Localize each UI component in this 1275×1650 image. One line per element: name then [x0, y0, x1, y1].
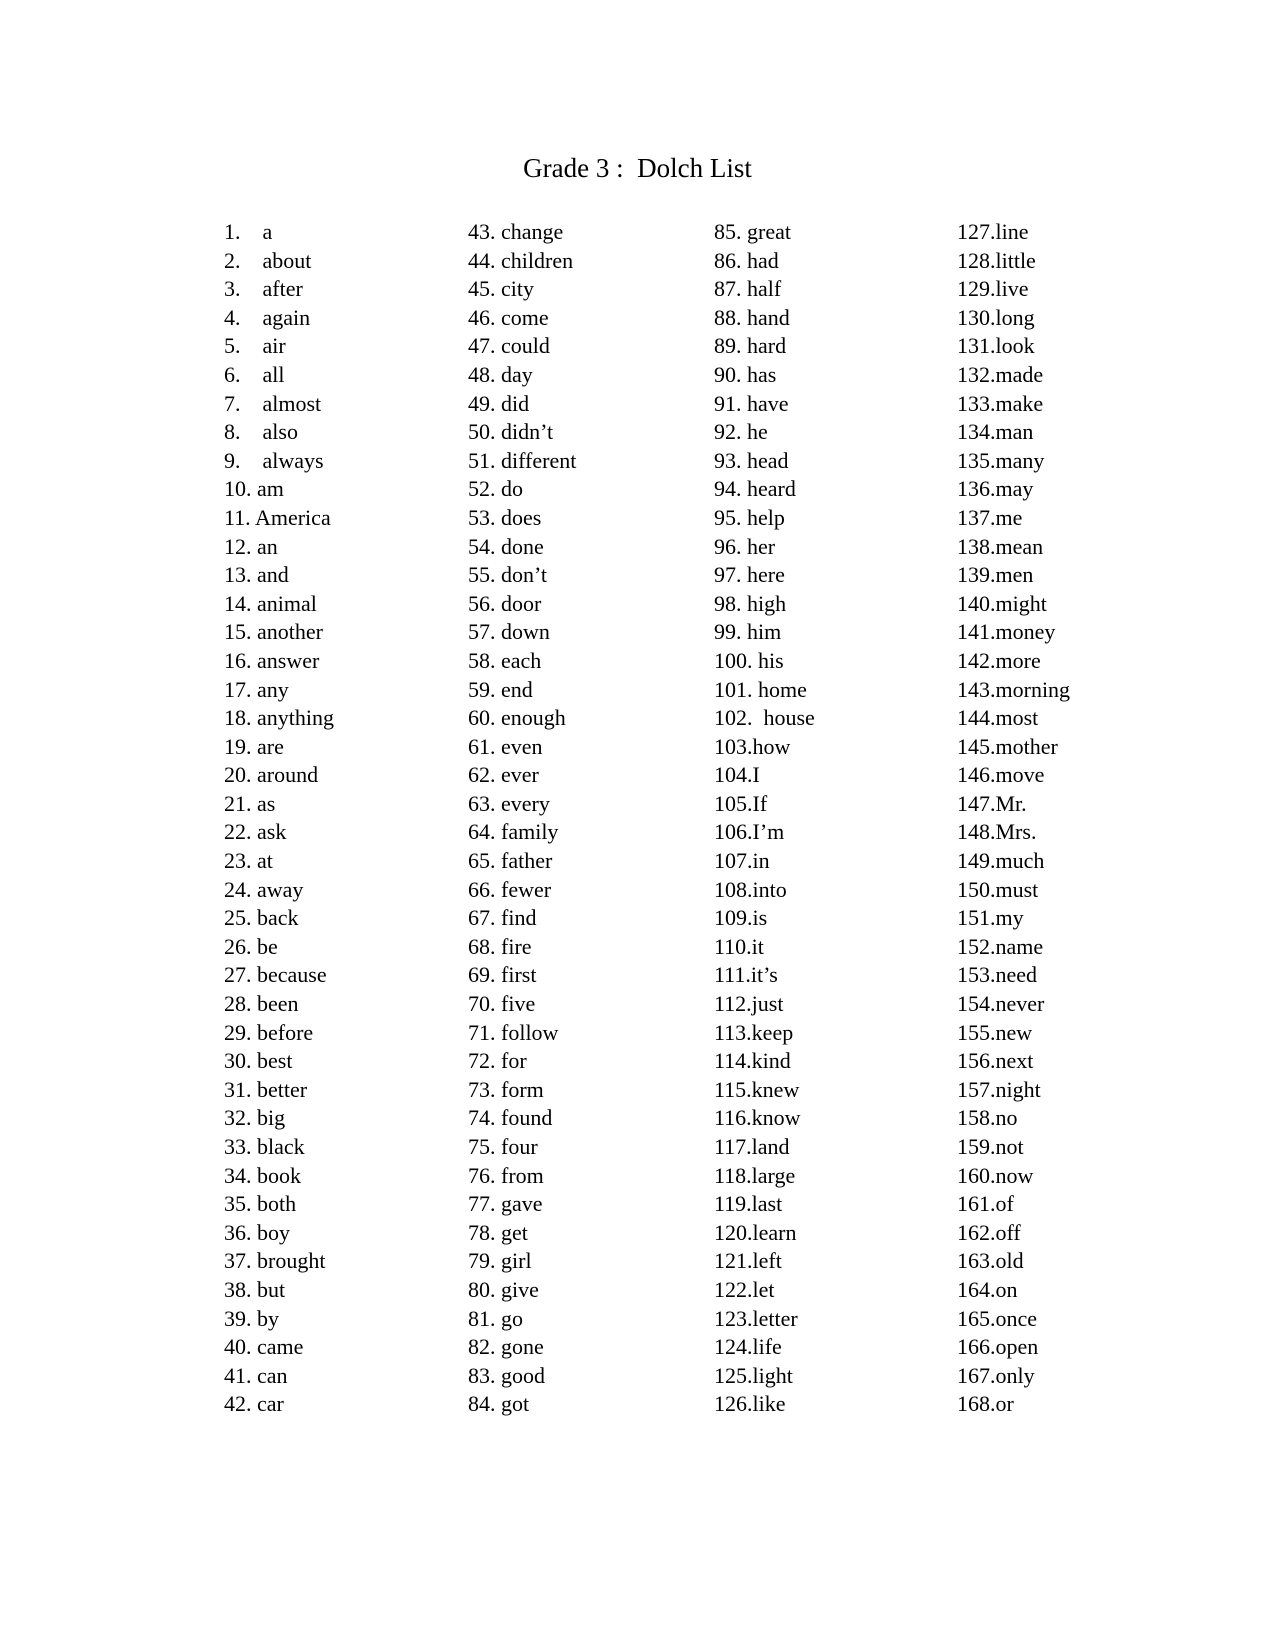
list-item: 134.man: [957, 419, 1034, 445]
list-item: 161.of: [957, 1191, 1014, 1217]
list-item: 91. have: [714, 390, 789, 416]
list-item: 42. car: [224, 1391, 284, 1417]
list-item: 82. gone: [468, 1334, 544, 1360]
list-item: 114.kind: [714, 1048, 791, 1074]
list-item: 105.If: [714, 790, 768, 816]
list-item: 49. did: [468, 390, 530, 416]
list-item: 99. him: [714, 619, 782, 645]
list-item: 126.like: [714, 1391, 786, 1417]
list-item: 138.mean: [957, 533, 1044, 559]
list-item: 56. door: [468, 590, 542, 616]
list-item: 148.Mrs.: [957, 819, 1037, 845]
list-item: 13. and: [224, 562, 289, 588]
list-item: 146.move: [957, 762, 1045, 788]
list-item: 73. form: [468, 1076, 544, 1102]
list-item: 70. five: [468, 991, 536, 1017]
list-item: 97. here: [714, 562, 785, 588]
list-item: 125.light: [714, 1362, 793, 1388]
list-item: 19. are: [224, 733, 284, 759]
list-item: 104.I: [714, 762, 760, 788]
list-item: 53. does: [468, 504, 542, 530]
list-item: 111.it’s: [714, 962, 778, 988]
list-item: 9. always: [224, 447, 324, 473]
list-item: 78. get: [468, 1219, 528, 1245]
page-title: Grade 3 : Dolch List: [523, 153, 752, 183]
list-item: 29. before: [224, 1019, 314, 1045]
list-item: 167.only: [957, 1362, 1035, 1388]
list-item: 64. family: [468, 819, 559, 845]
list-item: 132.made: [957, 361, 1044, 387]
list-item: 50. didn’t: [468, 419, 554, 445]
list-item: 160.now: [957, 1162, 1034, 1188]
list-item: 35. both: [224, 1191, 297, 1217]
list-item: 54. done: [468, 533, 544, 559]
list-item: 144.most: [957, 705, 1039, 731]
list-item: 115.knew: [714, 1076, 800, 1102]
list-item: 113.keep: [714, 1019, 794, 1045]
list-item: 95. help: [714, 504, 785, 530]
list-item: 28. been: [224, 991, 299, 1017]
list-item: 147.Mr.: [957, 790, 1027, 816]
word-list-column-2: [468, 218, 576, 1419]
list-item: 14. animal: [224, 590, 317, 616]
list-item: 93. head: [714, 447, 789, 473]
list-item: 81. go: [468, 1305, 523, 1331]
list-item: 87. half: [714, 276, 782, 302]
list-item: 76. from: [468, 1162, 544, 1188]
list-item: 129.live: [957, 276, 1029, 302]
list-item: 117.land: [714, 1134, 790, 1159]
list-item: 143.morning: [957, 676, 1071, 702]
list-item: 1. a: [224, 219, 273, 244]
list-item: 16. answer: [224, 647, 320, 673]
list-item: 8. also: [224, 419, 298, 445]
list-item: 145.mother: [957, 733, 1058, 759]
list-item: 89. hard: [714, 333, 787, 359]
list-item: 100. his: [714, 647, 784, 673]
list-item: 156.next: [957, 1048, 1034, 1074]
list-item: 75. four: [468, 1134, 538, 1159]
list-item: 88. hand: [714, 304, 790, 330]
list-item: 119.last: [714, 1191, 783, 1217]
list-item: 151.my: [957, 905, 1024, 931]
list-item: 68. fire: [468, 933, 532, 959]
list-item: 121.left: [714, 1248, 782, 1274]
list-item: 150.must: [957, 876, 1039, 902]
list-item: 63. every: [468, 790, 550, 816]
word-list-column-1: [224, 218, 334, 1419]
list-item: 116.know: [714, 1105, 801, 1131]
list-item: 60. enough: [468, 705, 566, 731]
list-item: 86. had: [714, 247, 779, 273]
list-item: 102. house: [714, 705, 815, 731]
list-item: 15. another: [224, 619, 323, 645]
list-item: 55. don’t: [468, 562, 548, 588]
list-item: 137.me: [957, 504, 1023, 530]
list-item: 18. anything: [224, 705, 334, 731]
list-item: 98. high: [714, 590, 787, 616]
list-item: 92. he: [714, 419, 768, 445]
list-item: 83. good: [468, 1362, 545, 1388]
list-item: 57. down: [468, 619, 550, 645]
list-item: 43. change: [468, 219, 564, 244]
list-item: 40. came: [224, 1334, 304, 1360]
list-item: 142.more: [957, 647, 1041, 673]
list-item: 51. different: [468, 447, 577, 473]
list-item: 4. again: [224, 304, 311, 330]
list-item: 2. about: [224, 247, 312, 273]
list-item: 74. found: [468, 1105, 553, 1131]
list-item: 106.I’m: [714, 819, 785, 845]
list-item: 52. do: [468, 476, 523, 502]
list-item: 5. air: [224, 333, 286, 359]
list-item: 123.letter: [714, 1305, 798, 1331]
list-item: 48. day: [468, 361, 533, 387]
list-item: 163.old: [957, 1248, 1024, 1274]
list-item: 69. first: [468, 962, 537, 988]
list-item: 59. end: [468, 676, 533, 702]
list-item: 133.make: [957, 390, 1044, 416]
list-item: 39. by: [224, 1305, 279, 1331]
list-item: 162.off: [957, 1219, 1021, 1245]
list-item: 77. gave: [468, 1191, 543, 1217]
list-item: 139.men: [957, 562, 1034, 588]
list-item: 168.or: [957, 1391, 1014, 1417]
list-item: 107.in: [714, 848, 770, 874]
list-item: 152.name: [957, 933, 1044, 959]
list-item: 65. father: [468, 848, 553, 874]
list-item: 159.not: [957, 1134, 1024, 1159]
list-item: 26. be: [224, 933, 278, 959]
list-item: 84. got: [468, 1391, 530, 1417]
list-item: 130.long: [957, 304, 1035, 330]
list-item: 155.new: [957, 1019, 1033, 1045]
list-item: 33. black: [224, 1134, 305, 1159]
word-list-column-3: [714, 218, 815, 1419]
list-item: 103.how: [714, 733, 791, 759]
list-item: 108.into: [714, 876, 787, 902]
list-item: 149.much: [957, 848, 1045, 874]
list-item: 118.large: [714, 1162, 796, 1188]
list-item: 24. away: [224, 876, 304, 902]
list-item: 79. girl: [468, 1248, 532, 1274]
list-item: 94. heard: [714, 476, 796, 502]
list-item: 120.learn: [714, 1219, 797, 1245]
list-item: 135.many: [957, 447, 1045, 473]
list-item: 7. almost: [224, 390, 322, 416]
list-item: 31. better: [224, 1076, 308, 1102]
list-item: 112.just: [714, 991, 784, 1017]
list-item: 157.night: [957, 1076, 1041, 1102]
list-item: 90. has: [714, 361, 777, 387]
list-item: 38. but: [224, 1276, 286, 1302]
list-item: 165.once: [957, 1305, 1038, 1331]
list-item: 11. America: [224, 504, 331, 530]
list-item: 58. each: [468, 647, 542, 673]
list-item: 96. her: [714, 533, 776, 559]
list-item: 131.look: [957, 333, 1035, 359]
list-item: 166.open: [957, 1334, 1039, 1360]
list-item: 80. give: [468, 1276, 539, 1302]
list-item: 71. follow: [468, 1019, 559, 1045]
list-item: 30. best: [224, 1048, 293, 1074]
list-item: 27. because: [224, 962, 327, 988]
list-item: 6. all: [224, 361, 285, 387]
list-item: 32. big: [224, 1105, 286, 1131]
list-item: 34. book: [224, 1162, 301, 1188]
list-item: 109.is: [714, 905, 768, 931]
list-item: 21. as: [224, 790, 276, 816]
list-item: 44. children: [468, 247, 574, 273]
list-item: 62. ever: [468, 762, 539, 788]
list-item: 41. can: [224, 1362, 288, 1388]
list-item: 72. for: [468, 1048, 527, 1074]
list-item: 153.need: [957, 962, 1038, 988]
list-item: 46. come: [468, 304, 549, 330]
list-item: 17. any: [224, 676, 289, 702]
list-item: 20. around: [224, 762, 319, 788]
list-item: 124.life: [714, 1334, 782, 1360]
list-item: 10. am: [224, 476, 284, 502]
word-list-column-4: [957, 218, 1070, 1419]
list-item: 23. at: [224, 848, 273, 874]
list-item: 101. home: [714, 676, 807, 702]
list-item: 164.on: [957, 1276, 1018, 1302]
list-item: 3. after: [224, 276, 303, 302]
list-item: 140.might: [957, 590, 1047, 616]
list-item: 136.may: [957, 476, 1034, 502]
list-item: 45. city: [468, 276, 534, 302]
list-item: 154.never: [957, 991, 1045, 1017]
list-item: 141.money: [957, 619, 1056, 645]
list-item: 22. ask: [224, 819, 287, 845]
list-item: 127.line: [957, 219, 1029, 244]
list-item: 61. even: [468, 733, 543, 759]
list-item: 47. could: [468, 333, 550, 359]
list-item: 128.little: [957, 247, 1036, 273]
list-item: 36. boy: [224, 1219, 290, 1245]
list-item: 37. brought: [224, 1248, 326, 1274]
list-item: 12. an: [224, 533, 278, 559]
list-item: 158.no: [957, 1105, 1018, 1131]
list-item: 66. fewer: [468, 876, 552, 902]
list-item: 67. find: [468, 905, 537, 931]
list-item: 110.it: [714, 933, 764, 959]
list-item: 85. great: [714, 219, 791, 244]
list-item: 122.let: [714, 1276, 775, 1302]
list-item: 25. back: [224, 905, 299, 931]
